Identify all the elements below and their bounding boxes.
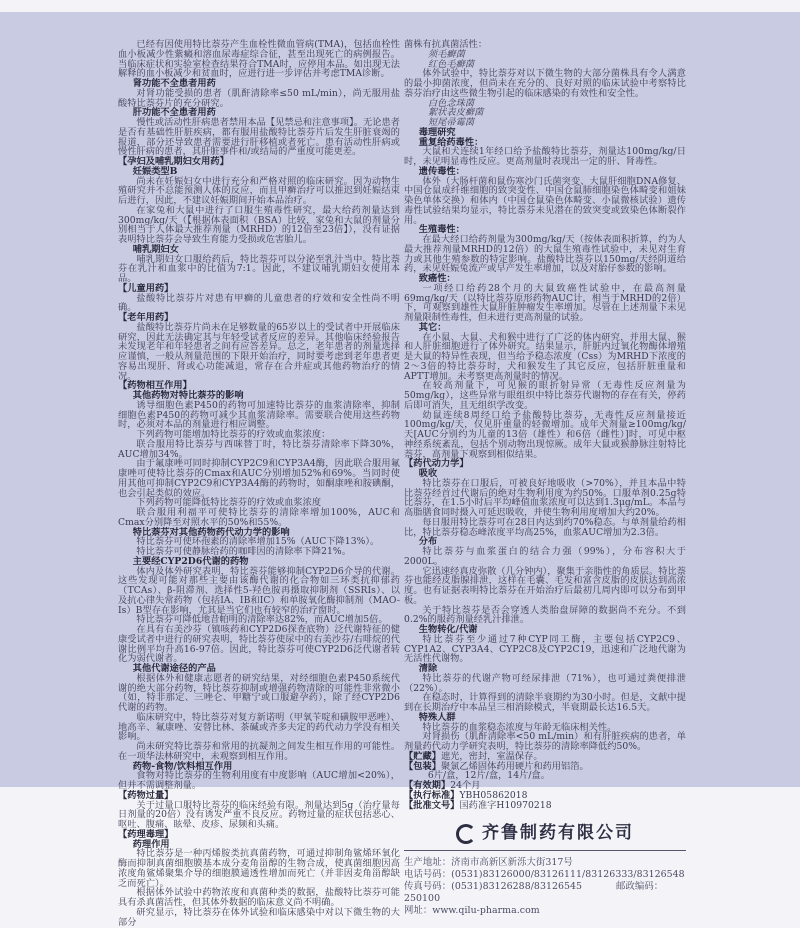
paragraph: 特比萘芬的血浆稳态浓度与年龄无临床相关性。: [422, 721, 617, 733]
paragraph: 研究显示，特比萘芬在体外试验和临床感染中对以下微生物的大部分: [118, 906, 400, 928]
subheading: 其它：: [418, 321, 447, 333]
paragraph: 特比萘芬是一种丙烯胺类抗真菌药物，可通过抑制角鲨烯环氧化酶而抑制真菌细胞膜基本成分麦角甾醇的生物合成，使真菌细胞因高浓度角鲨烯聚集介导的细胞膜通透性增加而死亡（并非因麦角甾醇缺乏而死亡）。: [118, 848, 400, 889]
paragraph: 下列药物可能增加特比萘芬的疗效或血浆浓度：: [136, 429, 331, 440]
paragraph: 尚未在妊娠妇女中进行充分和严格对照的临床研究。因为动物生殖研究并不总能预测人体的反应，而且甲癣治疗可以推迟到妊娠结束后进行，因此，不建议妊娠期间开始本品治疗。: [118, 175, 400, 206]
right-column-body: [404, 40, 686, 752]
subheading: 其他代谢途径的产品: [132, 663, 216, 674]
organism-name: 絮状表皮癣菌: [427, 107, 484, 119]
paragraph: 特比萘芬可使静脉给药的咖啡因的清除率下降21%。: [136, 546, 351, 557]
info-label: 【有效期】: [404, 780, 451, 791]
paragraph: 盐酸特比萘芬片对患有甲癣的儿童患者的疗效和安全性尚不明确。: [118, 292, 400, 314]
paragraph: 它迅速经真皮弥散（几分钟内），聚集于亲脂性的角质层。特比萘芬也能经皮脂腺排泄，这样在毛囊、毛发和富含皮脂的皮肤达到高浓度。也有证据表明特比萘芬在开始治疗后最初几周内即可以分布到甲板。: [404, 565, 686, 606]
subheading: 妊娠类型B: [132, 165, 178, 177]
company-logo: [404, 824, 686, 844]
subheading: 吸收: [418, 468, 438, 479]
paragraph: 大鼠和犬连续1年经口给予盐酸特比萘芬，剂量达100mg/kg/日时，未见明显毒性反应。更高剂量时表现出一定的肝、肾毒性。: [404, 146, 686, 167]
paragraph: 慢性或活动性肝病患者禁用本品【见禁忌和注意事项】。无论患者是否有基础性肝脏疾病，都有服用盐酸特比萘芬片后发生肝脏衰竭的报道，部分还导致患者需要进行肝移植或者死亡。患有活动性肝病或慢性肝病的患者，其肝脏事件和/或结局的严重度可能更差。: [118, 117, 400, 158]
subheading: 药物-食物/饮料相互作用: [132, 760, 233, 772]
leaflet-page: [0, 12, 800, 928]
paragraph: 特比萘芬的代谢产物可经尿排泄（71%），也可通过粪便排泄（22%）。: [404, 672, 686, 694]
paragraph: 尚未研究特比萘芬和常用的抗凝剂之间发生相互作用的可能性。在一项华法林研究中，未观察到相互作用。: [118, 741, 400, 762]
paragraph: 特比萘芬可降低地昔帕明的清除率达82%，而AUC增加5倍。: [136, 614, 388, 626]
phone: 电话号码：(0531)83126000/83126111/83126333/83126548: [404, 869, 685, 881]
paragraph: 体外（大肠杆菌和鼠伤寒沙门氏菌突变、大鼠肝细胞DNA修复、中国仓鼠成纤维细胞的致突变性、中国仓鼠肺细胞染色体畸变和姐妹染色单体交换）和体内（中国仓鼠染色体畸变、小鼠微核试验）遗传毒性试验结果均显示，特比萘芬未见潜在的致突变或致染色体断裂作用。: [404, 175, 686, 226]
paragraph: 已经有因使用特比萘芬产生血栓性微血管病(TMA)，包括血栓性血小板减少性紫癜和溶血尿毒症综合征，甚至出现死亡的病例报告。当临床症状和实验室检查结果符合TMA时，应停用本品。如出现无法解释的血小板减少和贫血时，应进行进一步评估并考虑TMA诊断。: [118, 39, 400, 80]
paragraph: 下列药物可能降低特比萘芬的疗效或血浆浓度: [136, 497, 322, 509]
subheading: 哺乳期妇女: [132, 243, 179, 255]
footer: [404, 857, 686, 917]
section-heading: 【药物过量】: [118, 789, 174, 801]
subheading: 特比萘芬对其他药物药代动力学的影响: [132, 526, 290, 538]
organism-name: 短尾帚霉菌: [427, 117, 475, 128]
info-label: 【包装】: [404, 760, 441, 772]
paragraph: 关于过量口服特比萘芬的临床经验有限。剂量达到5g（治疗量每日剂量的20倍）没有诱发严重不良反应。药物过量的症状包括恶心、呕吐、腹痛、眩晕、皮疹、尿频和头痛。: [118, 799, 400, 830]
company-name: 齐鲁制药有限公司: [482, 823, 634, 844]
info-value: 国药准字H10970218: [459, 799, 552, 811]
subheading: 遗传毒性：: [418, 165, 465, 177]
info-label: 【批准文号】: [404, 799, 460, 811]
subheading: 肝功能不全患者用药: [132, 107, 216, 119]
website: 网址：www.qilu-pharma.com: [404, 905, 540, 917]
paragraph: 根据体外和健康志愿者的研究结果，对经细胞色素P450系统代谢的绝大部分药物，特比萘芬抑制或增强药物清除的可能性非常微小（如，特非那定、三唑仑、甲糖宁或口服避孕药），除了经CYP2D6代谢的药物。: [118, 672, 400, 713]
subheading: 致癌性：: [418, 273, 456, 284]
paragraph: 体内及体外研究表明，特比萘芬能够抑制CYP2D6介导的代谢。这些发现可能对那些主要由该酶代谢的化合物如三环类抗抑郁药（TCAs）、β-阻滞剂、选择性5-羟色胺再摄取抑制剂（SSRIs）、以及抗心律失常药物（包括IA、IB和IC）和单胺氧化酶抑制剂（MAO-Is）B型存在影响，尤其是当它们也有较窄的治疗窗时。: [118, 565, 400, 616]
paragraph: 体外试验中，特比萘芬对以下微生物的大部分菌株具有令人满意的最小抑菌浓度，但尚未在充分的、良好对照的临床试验中考察特比萘芬治疗由这些微生物引起的临床感染的有效性和安全性。: [404, 68, 686, 99]
paragraph: 诱导细胞色素P450的药物可加速特比萘芬的血浆清除率，抑制细胞色素P450的药物可减少其血浆清除率。需要联合使用这些药物时，必须对本品的剂量进行相应调整。: [118, 399, 400, 431]
product-info: [404, 752, 686, 811]
divider: [404, 850, 686, 851]
info-label: 【贮藏】: [404, 750, 441, 762]
subheading: 其他药物对特比萘芬的影响: [132, 390, 244, 401]
info-value: 24个月: [450, 780, 481, 791]
paragraph: 食物对特比萘芬的生物利用度有中度影响（AUC增加<20%），但并不需调整剂量。: [118, 770, 400, 791]
fax: 传真号码：(0531)83126288/83126545: [404, 881, 583, 893]
info-value: 聚氯乙烯固体药用硬片和药用铝箔。: [440, 760, 589, 772]
postcode: 邮政编码：250100: [404, 881, 664, 905]
paragraph: 每日服用特比萘芬可在28日内达到约70%稳态。与单剂量给药相比，特比萘芬稳态峰浓度平均高25%，血浆AUC增加为2.3倍。: [404, 516, 686, 538]
fax-row: [404, 881, 686, 905]
organism-name: 须毛癣菌: [427, 48, 465, 60]
paragraph: 特比萘芬在口服后，可被良好地吸收（>70%），并且本品中特比萘芬经首过代谢后的绝对生物利用度为约50%。口服单剂0.25g特比萘芬，在1.5小时后平均峰值血浆浓度可以达到1.3μg/mL。本品与高脂膳食同时摄入可延迟吸收，并使生物利用度增加大约20%。: [404, 477, 686, 518]
paragraph: 特比萘芬与血浆蛋白的结合力强（99%），分布容积大于2000L。: [404, 546, 686, 567]
paragraph: 在家兔和大鼠中进行了口服生殖毒性研究，最大给药剂量达到300mg/kg/天（【根据体表面积（BSA）比较，家兔和大鼠的剂量分别相当于人体最大推荐剂量（MRHD）的12倍至23倍】），没有证据表明特比萘芬会导致生育能力受损或危害胎儿。: [118, 204, 400, 245]
paragraph: 对肾功能受损的患者（肌酐清除率≤50 mL/min），尚无服用盐酸特比萘芬片的充分研究。: [118, 87, 400, 109]
paragraph: 关于特比萘芬是否会穿透人类胎盘屏障的数据尚不充分。不到0.2%的服药剂量经乳汁排泄。: [404, 604, 686, 626]
section-heading: 【药代动力学】: [404, 458, 469, 470]
info-row: [404, 801, 686, 811]
paragraph: 联合服用特比萘芬与西咪替丁时，特比萘芬清除率下降30%，AUC增加34%。: [118, 438, 400, 460]
paragraph: 根据体外试验中药物浓度和真菌种类的数据，盐酸特比萘芬可能具有杀真菌活性，但其体外数据的临床意义尚不明确。: [118, 887, 400, 908]
section-heading: 【药理毒理】: [118, 828, 174, 840]
paragraph: 对肾损伤（肌酐清除率<50 mL/min）和有肝脏疾病的患者，单剂量药代动力学研究表明，特比萘芬的清除率降低约50%。: [404, 731, 686, 752]
paragraph: 幼鼠连续8周经口给予盐酸特比萘芬，无毒性反应剂量接近100mg/kg/天，仅见肝重量的轻微增加。成年犬剂量≥100mg/kg/天[AUC分别约为儿童的13倍（雄性）和6倍（雌性）]时，可见中枢神经系统紊乱，包括个别动物出现惊厥。成年大鼠或猴静脉注射特比萘芬，高剂量下观察到相似结果。: [404, 409, 686, 460]
organism-name: 白色念珠菌: [427, 97, 475, 109]
paragraph: 一项经口给药28个月的大鼠致癌性试验中，在最高剂量69mg/kg/天（以特比萘芬原形药物AUC计，相当于MRHD的2倍）下，可观察到雄性大鼠肝脏肿瘤发生率增加。尽管在上述剂量下未见剂量限制性毒性，但未进行更高剂量的试验。: [404, 282, 686, 323]
paragraph: 特比萘芬可使环孢素的清除率增加15%（AUC下降13%）。: [136, 536, 380, 548]
subheading: 特殊人群: [418, 711, 456, 723]
section-heading: 【孕妇及哺乳期妇女用药】: [118, 156, 229, 167]
section-heading: 【儿童用药】: [118, 282, 174, 294]
subheading: 药理作用: [132, 838, 170, 850]
subheading: 重复给药毒性：: [418, 136, 484, 148]
left-column: [118, 40, 400, 927]
paragraph: 哺乳期妇女口服给药后，特比萘芬可以分泌至乳汁当中。特比萘芬在乳汁和血浆中的比值为7:1。因此，不建议哺乳期妇女使用本品。: [118, 253, 400, 284]
paragraph: 在具有右美沙芬（镇咳药和CYP2D6探查底物）泛代谢特征的健康受试者中进行的研究表明，特比萘芬使尿中的右美沙芬/右啡烷的代谢比例平均升高16-97倍。因此，特比萘芬可使CYP2D6泛代谢者转化为弱代谢者。: [118, 624, 400, 665]
company-logo-icon: [456, 824, 476, 844]
info-value-extra: 6片/盒，12片/盒，14片/盒。: [427, 770, 550, 782]
paragraph: 盐酸特比萘芬片尚未在足够数量的65岁以上的受试者中开展临床研究，因此无法确定其与年轻受试者反应的差异。其他临床经验报告未发现老年和年轻患者之间有应答差异。总之，老年患者的剂量选择应谨慎，一般从剂量范围的下限开始治疗，同时要考虑到老年患者更容易出现肝、肾或心功能减退，常存在合并症或其他药物治疗的情况。: [118, 321, 400, 382]
address: 生产地址：济南市高新区新泺大街317号: [404, 857, 573, 869]
paragraph: 在稳态时，计算得到的清除半衰期约为30小时。但是，文献中提到在长期治疗中本品呈三相消除模式，半衰期最长达16.5天。: [404, 692, 686, 713]
paragraph: 菌株有抗真菌活性：: [404, 39, 488, 50]
subheading: 生殖毒性：: [418, 224, 465, 236]
subheading: 主要经CYP2D6代谢的药物: [132, 555, 249, 567]
subheading: 生物转化/代谢: [418, 624, 478, 635]
paragraph: 由于氟康唑可同时抑制CYP2C9和CYP3A4酶，因此联合服用氟康唑可使特比萘芬的Cmax和AUC分别增加52%和69%。当同时使用其他可抑制CYP2C9和CYP3A4酶的药物时，如酮康唑和胺碘酮，也会引起类似的效应。: [118, 458, 400, 499]
info-value: 遮光，密封，室温保存。: [440, 750, 543, 762]
subheading: 毒理研究: [418, 126, 456, 138]
right-column: [404, 40, 686, 917]
info-value: YBH05862018: [459, 789, 528, 801]
organism-name: 红色毛癣菌: [427, 58, 475, 70]
section-heading: 【药物相互作用】: [118, 380, 192, 392]
subheading: 肾功能不全患者用药: [132, 78, 216, 89]
subheading: 分布: [418, 536, 438, 548]
paragraph: 联合服用利福平可使特比萘芬的清除率增加100%，AUC和Cmax分别降至对照水平的50%和55%。: [118, 507, 400, 528]
paragraph: 特比萘芬至少通过7种CYP同工酶，主要包括CYP2C9、CYP1A2、CYP3A4、CYP2C8及CYP2C19，迅速和广泛地代谢为无活性代谢物。: [404, 633, 686, 665]
section-heading: 【老年用药】: [118, 312, 174, 323]
paragraph: 临床研究中，特比萘芬对复方新诺明（甲氧苄啶和磺胺甲恶唑）、地高辛、氟康唑、安替比林、茶碱或齐多夫定的药代动力学没有相关影响。: [118, 711, 400, 743]
paragraph: 在小鼠、大鼠、犬和猴中进行了广泛的体内研究，并用大鼠、猴和人肝脏细胞进行了体外研究。结果显示，肝脏内过氧化物酶体增殖是大鼠的特异性表现，但当给予稳态浓度（Css）为MRHD下浓度的2～3倍的特比萘芬时，犬和猴发生了其它反应，包括肝脏重量和APTT增加。未考察更高剂量时的情况。: [404, 331, 686, 382]
subheading: 清除: [418, 663, 438, 674]
info-label: 【执行标准】: [404, 789, 460, 801]
paragraph: 在最大经口给药剂量为300mg/kg/天（按体表面积折算，约为人最大推荐剂量MRHD的12倍）的大鼠生殖毒性试验中，未见对生育力或其他生殖参数的特定影响。盐酸特比萘芬以150mg/天经阴道给药，未见妊娠兔流产或早产发生率增加，以及对胎仔参数的影响。: [404, 234, 686, 275]
paragraph: 在较高剂量下，可见猴的眼折射异常（无毒性反应剂量为50mg/kg），这些异常与眼组织中特比萘芬代谢物的存在有关，停药后即可消失，且无组织学改变。: [404, 380, 686, 411]
